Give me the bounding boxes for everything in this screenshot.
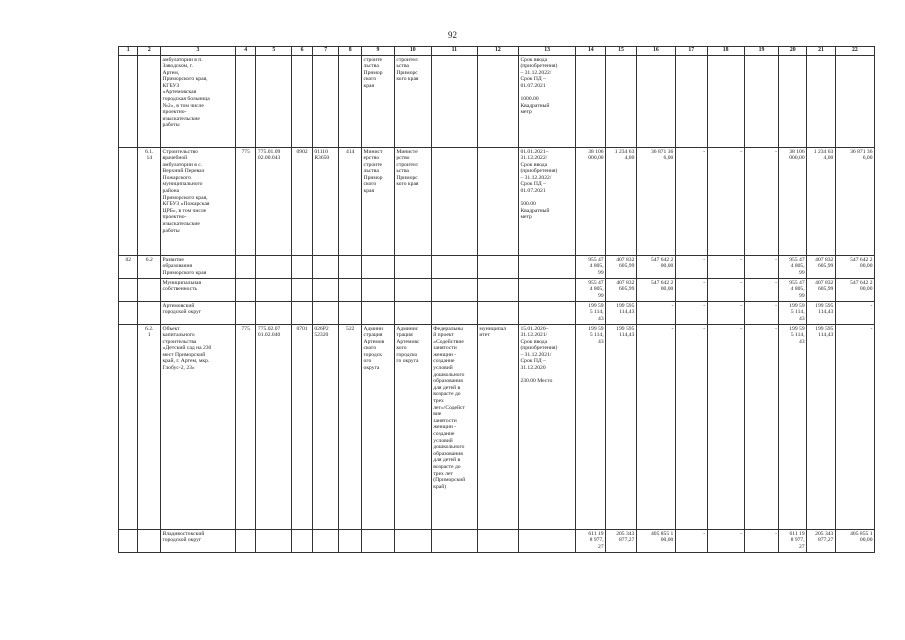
table-cell: 611 19 8 977, 27 [576,530,606,553]
table-cell: 36 871 36 6,00 [835,148,874,256]
table-cell: 6.2 [138,256,161,279]
table-cell [235,256,256,279]
table-cell: 205 343 877,27 [606,530,637,553]
table-cell: 407 832 605,99 [606,279,637,302]
table-cell: - [744,302,779,325]
table-cell [256,56,292,148]
table-cell: 199 59 5 114, 43 [779,302,807,325]
column-header: 3 [161,47,236,56]
table-cell: 611 19 8 977, 27 [779,530,807,553]
table-cell [119,148,138,256]
table-row [119,530,875,553]
table-cell [339,56,362,148]
table-cell [292,279,313,302]
table-cell [235,302,256,325]
table-cell: - [744,279,779,302]
table-cell: - [675,279,707,302]
table-body [119,56,875,553]
table-cell: 6.1. 14 [138,148,161,256]
table-cell: Муниципальная собственность [161,279,236,302]
table-cell: 775 [235,148,256,256]
table-cell [256,530,292,553]
table-cell: муниципал итет [477,325,518,530]
table-cell [292,256,313,279]
column-header: 8 [339,47,362,56]
column-header: 15 [606,47,637,56]
table-cell [606,56,637,148]
table-row [119,302,875,325]
column-header: 17 [675,47,707,56]
column-header: 2 [138,47,161,56]
table-cell: 1 234 63 4,00 [606,148,637,256]
table-cell: Срок ввода (приобретения) – 31.12.2022/ Срок ПД – 01.07.2021 1000.00 Квадратный метр [518,56,575,148]
table-cell: 199 595 114,43 [807,325,836,530]
column-header: 7 [312,47,339,56]
table-cell: Минист ерство строите льства Примор ского края [362,148,395,256]
table-cell [339,256,362,279]
table-cell: - [835,302,874,325]
table-cell [292,56,313,148]
table-cell [477,148,518,256]
table-cell: 199 595 114,43 [807,302,836,325]
table-cell [477,56,518,148]
table-cell [477,279,518,302]
table-cell [119,302,138,325]
table-cell: 199 59 5 114, 43 [779,325,807,530]
table-cell: - [835,325,874,530]
table-cell [477,530,518,553]
table-cell [835,56,874,148]
table-cell: 955 47 4 805, 99 [576,279,606,302]
table-row [119,56,875,148]
column-header: 6 [292,47,313,56]
table-cell [394,279,431,302]
table-cell [292,302,313,325]
table-cell: 547 642 2 00,00 [835,256,874,279]
table-cell: 199 59 5 114, 43 [576,302,606,325]
page-number: 92 [448,30,457,40]
table-cell [477,302,518,325]
table-cell [431,279,477,302]
column-header: 20 [779,47,807,56]
table-cell: 199 59 5 114, 43 [576,325,606,530]
table-cell [256,279,292,302]
table-cell [675,56,707,148]
table-row [119,325,875,530]
table-cell: 36 871 36 6,00 [636,148,675,256]
table-cell: 026Р2 52320 [312,325,339,530]
table-cell [362,279,395,302]
table-cell: 522 [339,325,362,530]
table-cell [138,56,161,148]
table-row [119,256,875,279]
table-cell: - [675,302,707,325]
table-cell [292,530,313,553]
table-cell: Владивостокский городской округ [161,530,236,553]
table-cell: 1 234 63 4,00 [807,148,836,256]
table-cell: 15.01.2020– 31.12.2021/ Срок ввода (приобретения) – 31.12.2021/ Срок ПД – 31.12.2020 230.00 Место [518,325,575,530]
header-row [119,47,875,56]
table-cell: 414 [339,148,362,256]
table-cell [256,302,292,325]
table-cell [518,279,575,302]
table-cell: 775.01.09 02.00.043 [256,148,292,256]
table-cell [235,279,256,302]
table-cell: 405 855 1 00,00 [835,530,874,553]
table-cell: амбулатории в п. Заводском, г. Артем, Приморского края, КГБУЗ «Артемовская городская больница №2», в том числе проектно- изыскательские работы [161,56,236,148]
table-cell: - [707,279,744,302]
table-cell: 02 [119,256,138,279]
column-header: 21 [807,47,836,56]
table-cell [339,530,362,553]
table-cell: 199 595 114,43 [606,302,637,325]
table-cell: Объект капитального строительства «Детский сад на 230 мест Приморский край, г. Артем, мкр. Глобус-2, 23» [161,325,236,530]
column-header: 18 [707,47,744,56]
table-row [119,279,875,302]
table-cell: 407 832 605,99 [606,256,637,279]
table-cell: 0902 [292,148,313,256]
table-cell: 407 832 605,99 [807,279,836,302]
table-cell [256,256,292,279]
table-cell [362,302,395,325]
table-cell [119,325,138,530]
table-cell: - [675,148,707,256]
table-cell: Федеральны й проект «Содействие занятости женщин - создание условий дошкольного образования для детей в возрасте до трех лет»/Содейст вие занятости женщин - создание условий дошкольного образования для детей в возрасте до трех лет (Приморский край) [431,325,477,530]
table-cell [431,530,477,553]
column-header: 13 [518,47,575,56]
table-cell: - [636,302,675,325]
data-table [118,46,875,553]
table-cell [518,302,575,325]
table-cell [431,148,477,256]
column-header: 14 [576,47,606,56]
table-cell [138,279,161,302]
table-cell [138,530,161,553]
table-cell: строите льства Примор ского края [362,56,395,148]
table-cell [636,56,675,148]
table-cell: - [675,530,707,553]
table-cell: - [707,530,744,553]
table-cell [431,256,477,279]
table-cell: 955 47 4 805, 99 [779,279,807,302]
table-cell [339,302,362,325]
table-cell: - [636,325,675,530]
table-cell: - [707,302,744,325]
table-cell [119,530,138,553]
column-header: 9 [362,47,395,56]
table-cell [312,256,339,279]
table-row [119,148,875,256]
table-cell [138,302,161,325]
table-cell: - [744,530,779,553]
table-cell: Админис трация Артемовс кого городско го округа [394,325,431,530]
table-cell: 0701 [292,325,313,530]
table-cell [518,530,575,553]
column-header: 12 [477,47,518,56]
table-cell [779,56,807,148]
table-cell: 547 642 2 00,00 [835,279,874,302]
table-cell: 01.01.2021– 31.12.2022/ Срок ввода (приобретения) – 31.12.2022/ Срок ПД – 01.07.2021 500.00 Квадратный метр [518,148,575,256]
table-cell: 407 832 605,99 [807,256,836,279]
table-cell: - [675,256,707,279]
table-cell [744,56,779,148]
table-cell: строител ьства Приморс кого края [394,56,431,148]
table-cell: Строительство врачебной амбулатории в с. Верхний Перевал Пожарского муниципального района Приморского края, КГБУЗ «Пожарская ЦРБ», в том числе проектно- изыскательские работы [161,148,236,256]
table-cell [431,302,477,325]
table-cell: - [744,256,779,279]
table-cell [339,279,362,302]
column-header: 1 [119,47,138,56]
table-cell: 775 [235,325,256,530]
table-cell [431,56,477,148]
table-cell: - [707,325,744,530]
table-cell: Министе рство строител ьства Приморс кого края [394,148,431,256]
table-cell [312,279,339,302]
column-header: 4 [235,47,256,56]
table-cell: - [707,256,744,279]
table-cell: - [744,325,779,530]
table-cell [477,256,518,279]
table-cell [362,256,395,279]
table-cell: 199 595 114,43 [606,325,637,530]
table-cell: 775.02.07 01.02.040 [256,325,292,530]
table-cell [707,56,744,148]
table-cell: Развитие образования Приморского края [161,256,236,279]
table-cell: 38 106 000,00 [576,148,606,256]
table-cell: 01110 R3650 [312,148,339,256]
table-cell: 205 343 877,27 [807,530,836,553]
table-cell [394,530,431,553]
table-cell: Админи страция Артемов ского городск ого округа [362,325,395,530]
table-cell: - [707,148,744,256]
table-cell: Артемовский городской округ [161,302,236,325]
table-cell [362,530,395,553]
table-cell [235,530,256,553]
table-cell [807,56,836,148]
table-cell: - [675,325,707,530]
table-cell: 955 47 4 805, 99 [576,256,606,279]
table-cell [312,530,339,553]
table-cell: - [744,148,779,256]
column-header: 10 [394,47,431,56]
table-cell: 547 642 2 00,00 [636,279,675,302]
table-cell: 405 855 1 00,00 [636,530,675,553]
table-cell [119,56,138,148]
table-cell [312,302,339,325]
table-cell [518,256,575,279]
table-cell [576,56,606,148]
column-header: 16 [636,47,675,56]
table-cell [312,56,339,148]
table-cell: 38 106 000,00 [779,148,807,256]
table-cell [119,279,138,302]
table-cell [394,302,431,325]
column-header: 22 [835,47,874,56]
table-cell [394,256,431,279]
column-header: 5 [256,47,292,56]
table-cell: 547 642 2 00,00 [636,256,675,279]
column-header: 11 [431,47,477,56]
table-cell: 955 47 4 805, 99 [779,256,807,279]
column-header: 19 [744,47,779,56]
table-cell: 6.2. 1 [138,325,161,530]
table-cell [235,56,256,148]
